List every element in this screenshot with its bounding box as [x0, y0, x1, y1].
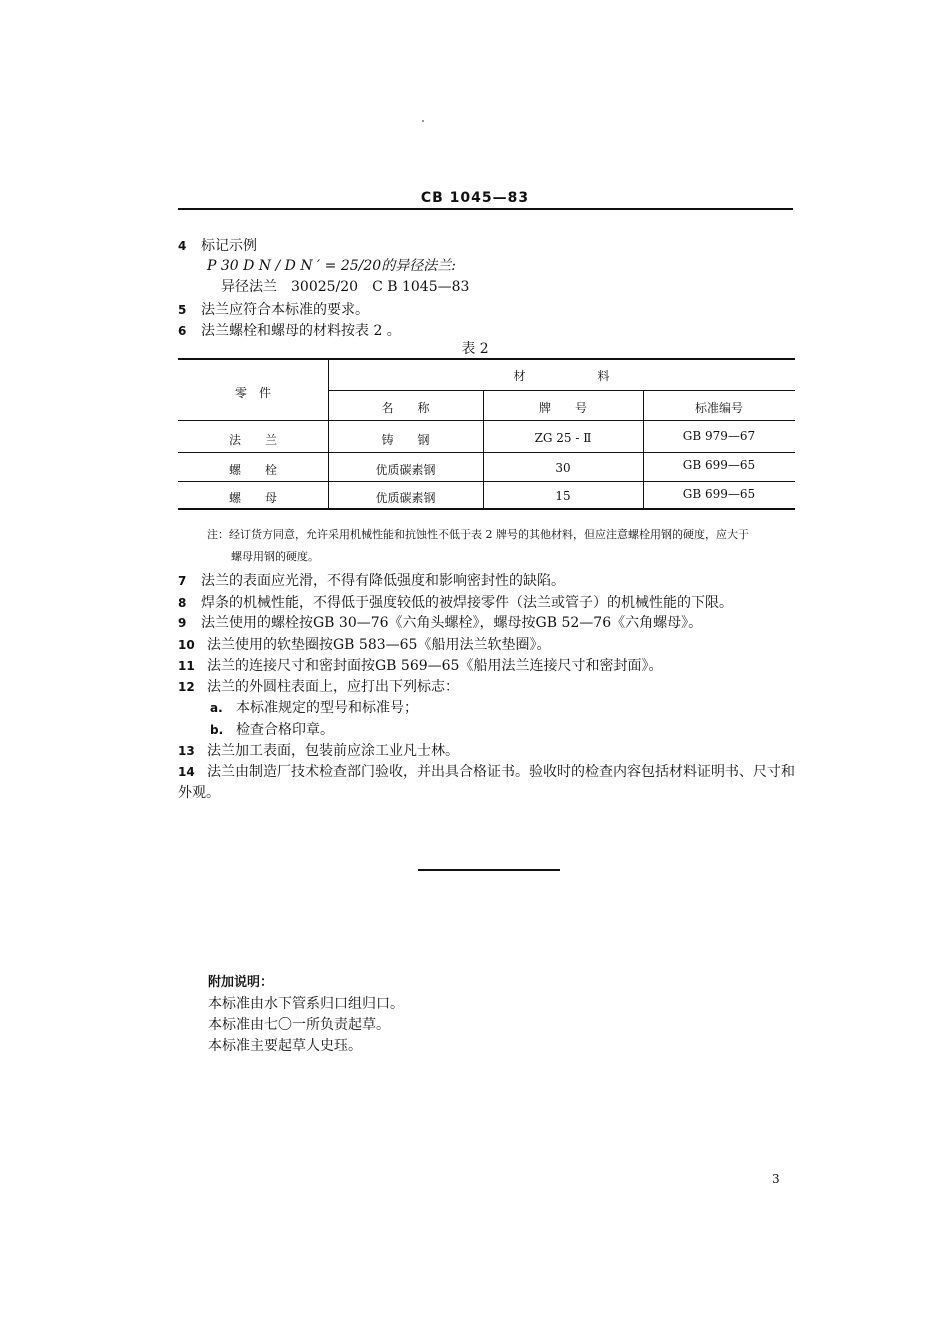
item-number: 14 — [178, 765, 195, 779]
item-text: 法兰的外圆柱表面上，应打出下列标志： — [207, 679, 459, 695]
sub-item-letter: b. — [210, 723, 224, 737]
header-rule — [178, 208, 793, 210]
header-name: 名 称 — [381, 401, 430, 415]
row-grade: 30 — [555, 461, 571, 475]
scan-speck — [422, 120, 424, 122]
item-number: 10 — [178, 638, 195, 652]
item-number: 6 — [178, 324, 187, 338]
table-bottom-rule — [178, 508, 795, 510]
item-text: 法兰的连接尺寸和密封面按GB 569—65《船用法兰连接尺寸和密封面》。 — [207, 658, 663, 674]
row-grade: ZG 25 - Ⅱ — [534, 431, 592, 445]
table-note-continued: 螺母用钢的硬度。 — [231, 550, 319, 563]
appendix-title: 附加说明： — [208, 975, 274, 990]
item-text: 法兰加工表面，包装前应涂工业凡士林。 — [207, 743, 459, 759]
header-part: 零 件 — [234, 386, 271, 400]
header-material: 材 料 — [513, 369, 610, 383]
item-number: 12 — [178, 680, 195, 694]
page-number: 3 — [772, 1172, 780, 1186]
item-text: 法兰的表面应光滑，不得有降低强度和影响密封性的缺陷。 — [201, 573, 565, 589]
table-rule — [178, 452, 795, 453]
row-name: 优质碳素钢 — [375, 463, 436, 477]
item-number: 13 — [178, 744, 195, 758]
appendix-line: 本标准由七〇一所负责起草。 — [208, 1017, 390, 1033]
row-part: 螺 母 — [228, 491, 277, 505]
marking-example-formula: P 30 D N / D N ′ = 25/20的异径法兰: — [207, 258, 456, 274]
item-text: 焊条的机械性能，不得低于强度较低的被焊接零件（法兰或管子）的机械性能的下限。 — [201, 595, 733, 611]
header-standard: 标准编号 — [694, 401, 743, 415]
item-number: 11 — [178, 659, 195, 673]
row-standard: GB 699—65 — [682, 458, 756, 472]
item-number: 7 — [178, 574, 187, 588]
table-note: 注：经订货方同意，允许采用机械性能和抗蚀性不低于表 2 牌号的其他材料，但应注意螺栓用钢的硬度，应大于 — [207, 528, 749, 541]
sub-item-letter: a. — [210, 701, 223, 715]
table-caption: 表 2 — [461, 341, 489, 357]
table-rule — [178, 481, 795, 482]
row-standard: GB 699—65 — [682, 487, 756, 501]
row-part: 法 兰 — [228, 433, 277, 447]
item-text: 法兰应符合本标准的要求。 — [201, 302, 369, 318]
document-code: CB 1045—83 — [420, 190, 530, 206]
row-part: 螺 栓 — [228, 463, 277, 477]
materials-table — [178, 358, 795, 510]
table-rule — [178, 420, 795, 421]
item-number: 5 — [178, 303, 187, 317]
item-text: 法兰螺栓和螺母的材料按表 2 。 — [201, 323, 401, 339]
sub-item-text: 本标准规定的型号和标准号； — [236, 700, 418, 716]
item-text: 法兰使用的螺栓按GB 30—76《六角头螺栓》，螺母按GB 52—76《六角螺母》。 — [201, 615, 703, 631]
appendix-line: 本标准由水下管系归口组归口。 — [208, 996, 404, 1012]
header-grade: 牌 号 — [538, 401, 587, 415]
item-number: 8 — [178, 596, 187, 610]
item-text: 法兰由制造厂技术检查部门验收，并出具合格证书。验收时的检查内容包括材料证明书、尺寸和 — [207, 764, 795, 780]
table-rule — [328, 390, 795, 391]
row-name: 铸 钢 — [381, 433, 430, 447]
item-text: 标记示例 — [201, 238, 257, 254]
marking-example-value: 异径法兰 30025/20 C B 1045—83 — [221, 279, 470, 295]
row-standard: GB 979—67 — [682, 429, 756, 443]
end-rule — [418, 869, 560, 871]
item-number: 9 — [178, 616, 187, 630]
row-grade: 15 — [555, 489, 571, 503]
row-name: 优质碳素钢 — [375, 491, 436, 505]
item-text-continued: 外观。 — [178, 785, 220, 801]
item-text: 法兰使用的软垫圈按GB 583—65《船用法兰软垫圈》。 — [207, 637, 551, 653]
table-top-rule — [178, 358, 795, 360]
sub-item-text: 检查合格印章。 — [236, 722, 334, 738]
item-number: 4 — [178, 239, 187, 253]
appendix-line: 本标准主要起草人史珏。 — [208, 1038, 362, 1054]
